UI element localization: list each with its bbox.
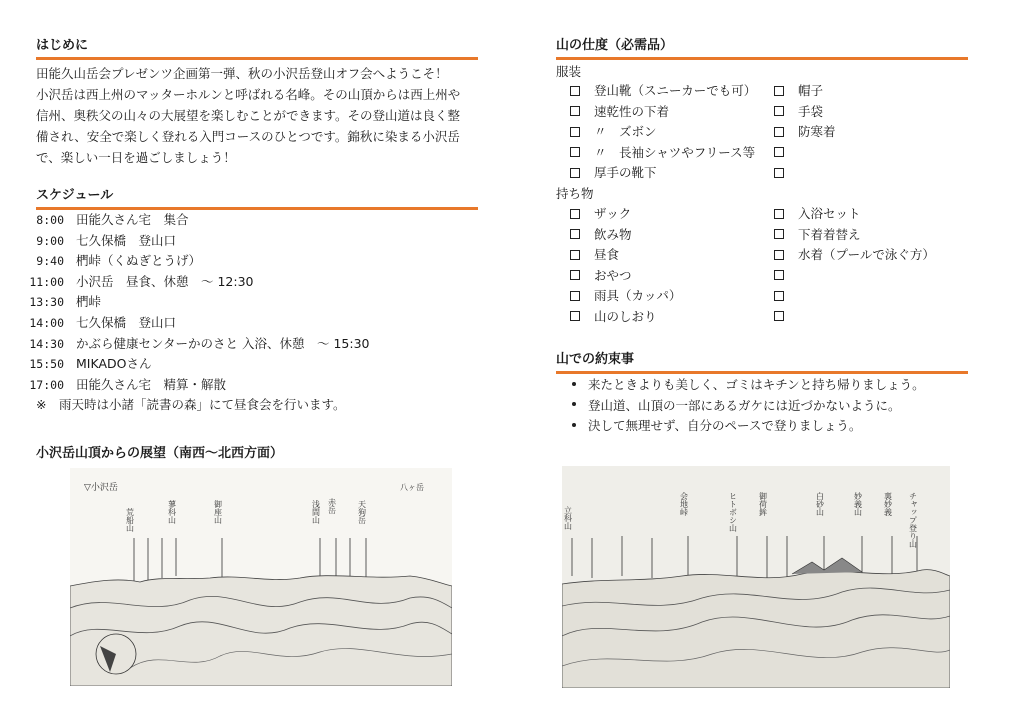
checklist-item-label: 帽子: [798, 83, 824, 98]
schedule-text: 七久保橋 登山口: [76, 314, 177, 330]
schedule-time: 9:00: [36, 233, 64, 248]
checklist-item-label: 飲み物: [594, 226, 632, 242]
schedule-row: [24, 251, 369, 272]
checkbox[interactable]: [774, 106, 784, 116]
intro-line: 小沢岳は西上州のマッターホルンと呼ばれる名峰。その山頂からは西上州や: [36, 87, 461, 102]
checklist-item: [774, 286, 935, 307]
panorama-right-label: チャップ登り山: [908, 492, 918, 548]
checklist-item-label: 〃 ズボン: [594, 124, 657, 139]
checkbox[interactable]: [774, 311, 784, 321]
schedule-text: 七久保橋 登山口: [76, 232, 177, 248]
gear-title: 山の仕度（必需品）: [556, 38, 968, 60]
intro-line: 信州、奥秩父の山々の大展望を楽しむことができます。その登山道は良く整: [36, 108, 461, 123]
checklist-item: [774, 81, 836, 102]
checklist-item: [774, 245, 935, 266]
bullet-icon: [572, 402, 576, 406]
checklist-item: [570, 102, 756, 123]
schedule-time: 14:00: [29, 315, 64, 330]
schedule-row: [24, 272, 369, 293]
checklist-item: [570, 307, 681, 328]
checklist-item: [570, 245, 681, 266]
checklist-item: [774, 143, 836, 164]
carry-list-right: [774, 204, 935, 327]
panorama-left-drawing: [70, 468, 452, 686]
panorama-right-label: 裏妙義: [883, 492, 893, 516]
checklist-item: [774, 225, 935, 246]
checklist-item: [570, 286, 681, 307]
rules-title: 山での約束事: [556, 352, 968, 374]
view-title: 小沢岳山頂からの展望（南西～北西方面）: [36, 446, 284, 461]
checkbox[interactable]: [570, 270, 580, 280]
rules-item: [572, 416, 925, 437]
checklist-item: [570, 81, 756, 102]
checklist-item-label: 速乾性の下着: [594, 103, 670, 119]
bullet-icon: [572, 423, 576, 427]
checkbox[interactable]: [570, 127, 580, 137]
rules-item: [572, 396, 925, 417]
panorama-left-label: 赤岳: [327, 498, 337, 514]
checklist-item: [774, 204, 935, 225]
checkbox[interactable]: [774, 147, 784, 157]
panorama-left-label: 蓼科山: [167, 500, 177, 524]
checklist-item: [774, 266, 935, 287]
intro-title: はじめに: [36, 38, 478, 60]
clothing-list-right: [774, 81, 836, 184]
panorama-right-label: 立科山: [563, 506, 573, 530]
checklist-item-label: おやつ: [594, 267, 632, 283]
checklist-item: [570, 143, 756, 164]
rules-item-text: 登山道、山頂の一部にあるガケには近づかないように。: [588, 397, 901, 413]
checkbox[interactable]: [570, 250, 580, 260]
checklist-item-label: 入浴セット: [798, 206, 861, 221]
checkbox[interactable]: [774, 127, 784, 137]
checklist-item-label: 昼食: [594, 247, 620, 262]
checklist-item-label: ザック: [594, 206, 632, 221]
schedule-text: 田能久さん宅 精算・解散: [76, 376, 227, 392]
schedule-time: 13:30: [29, 295, 64, 310]
checkbox[interactable]: [570, 147, 580, 157]
checklist-item-label: 手袋: [798, 103, 824, 119]
schedule-row: [24, 354, 369, 375]
checkbox[interactable]: [570, 229, 580, 239]
intro-line: で、楽しい一日を過ごしましょう！: [36, 150, 236, 165]
schedule-text: 椚峠: [76, 294, 102, 310]
rules-item-text: 来たときよりも美しく、ゴミはキチンと持ち帰りましょう。: [588, 377, 925, 392]
checklist-item: [570, 163, 756, 184]
schedule-note: ※ 雨天時は小諸「読書の森」にて昼食会を行います。: [36, 397, 346, 413]
checklist-item-label: 山のしおり: [594, 308, 657, 324]
rules-list: [572, 375, 925, 437]
checkbox[interactable]: [570, 209, 580, 219]
panorama-left-label: 荒船山: [125, 508, 135, 532]
schedule-time: 11:00: [29, 274, 64, 289]
intro-paragraph: [36, 63, 460, 168]
checklist-item: [774, 102, 836, 123]
checkbox[interactable]: [570, 291, 580, 301]
schedule-text: MIKADOさん: [76, 356, 152, 372]
checklist-item: [774, 163, 836, 184]
schedule-row: [24, 334, 369, 355]
checklist-item-label: 〃 長袖シャツやフリース等: [594, 144, 756, 160]
schedule-row: [24, 231, 369, 252]
panorama-left-label: 御座山: [213, 500, 223, 524]
checkbox[interactable]: [774, 229, 784, 239]
checklist-item-label: 水着（プールで泳ぐ方）: [798, 247, 935, 262]
checkbox[interactable]: [570, 86, 580, 96]
checkbox[interactable]: [774, 209, 784, 219]
schedule-time: 17:00: [29, 377, 64, 392]
checklist-item: [570, 204, 681, 225]
panorama-right-label: ヒトボシ山: [728, 492, 738, 532]
schedule-row: [24, 313, 369, 334]
checkbox[interactable]: [774, 270, 784, 280]
schedule-row: [24, 292, 369, 313]
carry-list-left: [570, 204, 681, 327]
schedule-time: 9:40: [36, 254, 64, 269]
schedule-time: 8:00: [36, 213, 64, 227]
checklist-item-label: 下着着替え: [798, 226, 861, 242]
clothing-list-left: [570, 81, 756, 184]
schedule-text: 田能久さん宅 集合: [76, 212, 189, 227]
checkbox[interactable]: [774, 250, 784, 260]
panorama-left-label: 浅間山: [311, 500, 321, 524]
schedule-time: 14:30: [29, 336, 64, 351]
schedule-text: 椚峠（くぬぎとうげ）: [76, 253, 202, 269]
carry-label: 持ち物: [556, 186, 594, 201]
checklist-item-label: 防寒着: [798, 124, 836, 139]
checkbox[interactable]: [774, 168, 784, 178]
checklist-item: [570, 122, 756, 143]
panorama-left-label: 天狗岳: [357, 500, 367, 524]
bullet-icon: [572, 382, 576, 386]
schedule-title: スケジュール: [36, 188, 478, 210]
checklist-item-label: 雨具（カッパ）: [594, 288, 682, 303]
panorama-right-label: 会地峠: [679, 492, 689, 516]
intro-line: 田能久山岳会プレゼンツ企画第一弾、秋の小沢岳登山オフ会へようこそ！: [36, 66, 448, 81]
checklist-item: [774, 122, 836, 143]
panorama-right: [562, 466, 950, 688]
checkbox[interactable]: [774, 291, 784, 301]
checklist-item-label: 登山靴（スニーカーでも可）: [594, 83, 757, 98]
checklist-item: [570, 266, 681, 287]
checklist-item-label: 厚手の靴下: [594, 165, 657, 180]
checkbox[interactable]: [570, 311, 580, 321]
clothing-label: 服装: [556, 64, 582, 79]
checkbox[interactable]: [774, 86, 784, 96]
schedule-text: 小沢岳 昼食、休憩 ～ 12:30: [76, 273, 254, 289]
panorama-left-caption: ▽小沢岳: [84, 483, 118, 493]
rules-item-text: 決して無理せず、自分のペースで登りましょう。: [588, 418, 862, 433]
panorama-right-label: 妙義山: [853, 492, 863, 516]
schedule-time: 15:50: [29, 357, 64, 372]
checkbox[interactable]: [570, 168, 580, 178]
intro-line: 備され、安全で楽しく登れる入門コースのひとつです。錦秋に染まる小沢岳: [36, 129, 460, 144]
panorama-left-label: 八ヶ岳: [400, 483, 424, 492]
checklist-item: [570, 225, 681, 246]
schedule-text: かぶら健康センターかのさと 入浴、休憩 ～ 15:30: [76, 335, 370, 351]
rules-item: [572, 375, 925, 396]
panorama-left: [70, 468, 452, 686]
schedule-row: [24, 210, 369, 231]
schedule-list: [24, 210, 369, 416]
schedule-row: [24, 375, 369, 396]
panorama-right-label: 御荷鉾: [758, 492, 768, 516]
panorama-right-label: 白砂山: [815, 492, 825, 516]
checklist-item: [774, 307, 935, 328]
checkbox[interactable]: [570, 106, 580, 116]
panorama-right-drawing: [562, 466, 950, 688]
